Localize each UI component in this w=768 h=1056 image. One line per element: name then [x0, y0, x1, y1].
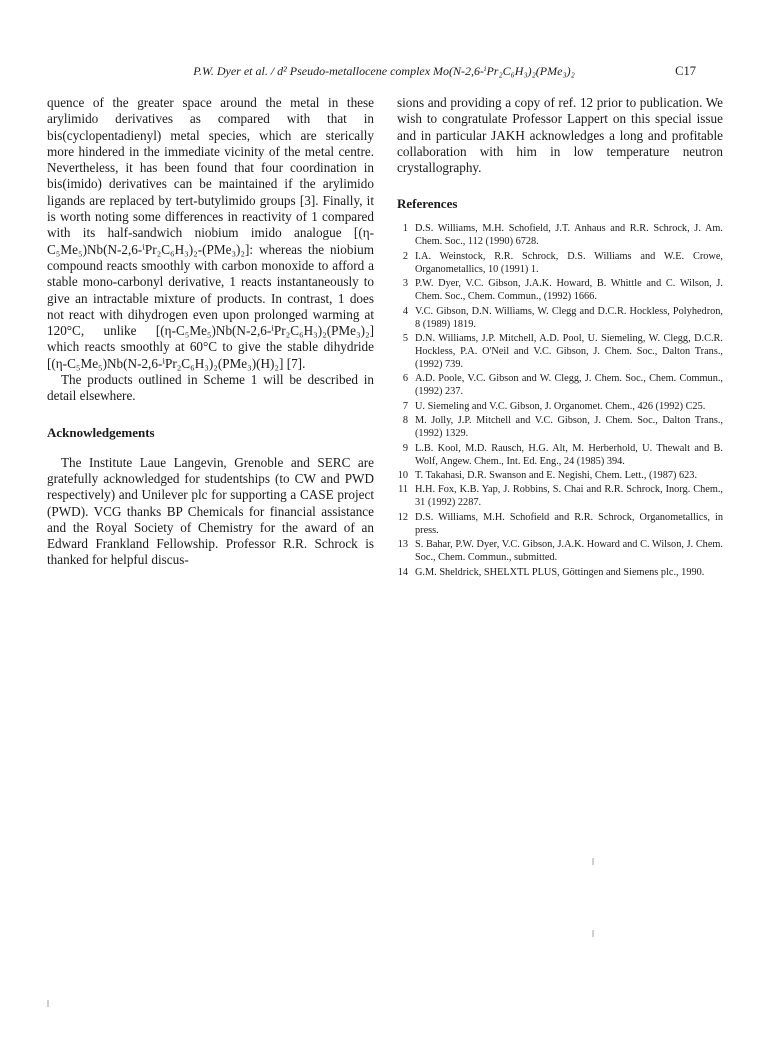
scan-artifact	[592, 930, 594, 937]
page-header	[0, 64, 768, 82]
reference-item	[397, 566, 723, 579]
reference-item	[397, 538, 723, 564]
reference-text: P.W. Dyer, V.C. Gibson, J.A.K. Howard, B. Whittle and C. Wilson, J. Chem. Soc., Chem. Commun., (1992) 1666.	[415, 278, 723, 303]
reference-text: H.H. Fox, K.B. Yap, J. Robbins, S. Chai and R.R. Schrock, Inorg. Chem., 31 (1992) 2287.	[415, 484, 723, 509]
reference-item	[397, 483, 723, 509]
body-paragraph-1: quence of the greater space around the metal in these arylimido derivatives as compared with that in bis(cyclopentadienyl) metal species, which are sterically more hindered in the immediate vicinity of the metal centre. Nevertheless, it has been found that four coordination in bis(imido) derivatives can be maintained if the arylimido ligands are replaced by tert-butylimido groups [3]. Finally, it is worth noting some differences in reactivity of 1 compared with its half-sandwich niobium imido analogue [(η-C₅Me₅)Nb(N-2,6-ⁱPr₂C₆H₃)₂-(PMe₃)₂]: whereas the niobium compound reacts smoothly with carbon monoxide to afford a stable mono-carbonyl derivative, 1 reacts instantaneously to give an intractable mixture of products. In contrast, 1 does not react with dihydrogen even upon prolonged warming at 120°C, unlike [(η-C₅Me₅)Nb(N-2,6-ⁱPr₂C₆H₃)₂(PMe₃)₂] which reacts smoothly at 60°C to give the stable dihydride [(η-C₅Me₅)Nb(N-2,6-ⁱPr₂C₆H₃)₂(PMe₃)(H)₂] [7].	[47, 95, 374, 371]
reference-item	[397, 250, 723, 276]
reference-text: U. Siemeling and V.C. Gibson, J. Organomet. Chem., 426 (1992) C25.	[415, 400, 706, 412]
reference-number: 8	[402, 415, 408, 427]
reference-number: 13	[397, 539, 408, 551]
reference-item	[397, 222, 723, 248]
reference-text: S. Bahar, P.W. Dyer, V.C. Gibson, J.A.K. Howard and C. Wilson, J. Chem. Soc., Chem. Commun., submitted.	[415, 539, 723, 564]
reference-number: 2	[402, 250, 408, 262]
reference-item	[397, 372, 723, 398]
reference-item	[397, 305, 723, 331]
reference-item	[397, 332, 723, 371]
left-column	[47, 95, 374, 569]
scan-artifact	[47, 1000, 49, 1007]
body-paragraph-2: The products outlined in Scheme 1 will be described in detail elsewhere.	[47, 372, 374, 404]
reference-item	[397, 400, 723, 413]
reference-item	[397, 442, 723, 468]
references-heading: References	[397, 196, 458, 212]
reference-number: 5	[402, 333, 408, 345]
reference-text: D.N. Williams, J.P. Mitchell, A.D. Pool, U. Siemeling, W. Clegg, D.C.R. Hockless, P.A. O'Neil and V.C. Gibson, J. Chem. Soc., Dalton Trans., (1992) 739.	[415, 333, 723, 371]
reference-text: I.A. Weinstock, R.R. Schrock, D.S. Williams and W.E. Crowe, Organometallics, 10 (1991) 1.	[415, 250, 723, 275]
reference-text: D.S. Williams, M.H. Schofield, J.T. Anhaus and R.R. Schrock, J. Am. Chem. Soc., 112 (1990) 6728.	[415, 223, 723, 248]
reference-number: 12	[397, 511, 408, 523]
reference-text: T. Takahasi, D.R. Swanson and E. Negishi, Chem. Lett., (1987) 623.	[415, 470, 698, 481]
reference-number: 1	[402, 223, 408, 235]
running-title: P.W. Dyer et al. / d² Pseudo-metallocene complex Mo(N-2,6-ⁱPr₂C₆H₃)₂(PMe₃)₂	[193, 64, 575, 78]
reference-item	[397, 414, 723, 440]
acknowledgements-text: The Institute Laue Langevin, Grenoble and SERC are gratefully acknowledged for studentships (to CW and PWD respectively) and Unilever plc for supporting a CASE project (PWD). VCG thanks BP Chemicals for financial assistance and the Royal Society of Chemistry for the award of an Edward Frankland Fellowship. Professor R.R. Schrock is thanked for helpful discus-	[47, 454, 374, 568]
reference-text: V.C. Gibson, D.N. Williams, W. Clegg and D.C.R. Hockless, Polyhedron, 8 (1989) 1819.	[415, 305, 723, 330]
reference-text: G.M. Sheldrick, SHELXTL PLUS, Göttingen and Siemens plc., 1990.	[415, 566, 705, 578]
acknowledgements-heading: Acknowledgements	[47, 424, 155, 440]
reference-item	[397, 469, 723, 482]
reference-number: 11	[398, 484, 408, 496]
reference-number: 6	[402, 373, 408, 385]
reference-item	[397, 511, 723, 537]
reference-number: 9	[402, 442, 408, 454]
reference-text: M. Jolly, J.P. Mitchell and V.C. Gibson, J. Chem. Soc., Dalton Trans., (1992) 1329.	[415, 415, 723, 440]
reference-number: 7	[402, 400, 408, 412]
reference-number: 3	[402, 278, 408, 290]
reference-number: 14	[397, 566, 408, 578]
reference-text: D.S. Williams, M.H. Schofield and R.R. Schrock, Organometallics, in press.	[415, 511, 723, 536]
page-number: C17	[675, 64, 696, 78]
reference-text: L.B. Kool, M.D. Rausch, H.G. Alt, M. Herberhold, U. Thewalt and B. Wolf, Angew. Chem., Int. Ed. Eng., 24 (1985) 394.	[415, 442, 723, 467]
acknowledgements-continuation: sions and providing a copy of ref. 12 prior to publication. We wish to congratulate Professor Lappert on this special issue and in particular JAKH acknowledges a long and profitable collaboration with him in low temperature neutron crystallography.	[397, 95, 723, 176]
reference-item	[397, 277, 723, 303]
reference-number: 10	[397, 470, 408, 481]
scan-artifact	[592, 858, 594, 865]
right-column	[397, 95, 723, 580]
reference-text: A.D. Poole, V.C. Gibson and W. Clegg, J. Chem. Soc., Chem. Commun., (1992) 237.	[415, 373, 723, 398]
reference-list	[397, 222, 723, 578]
reference-number: 4	[402, 305, 408, 317]
